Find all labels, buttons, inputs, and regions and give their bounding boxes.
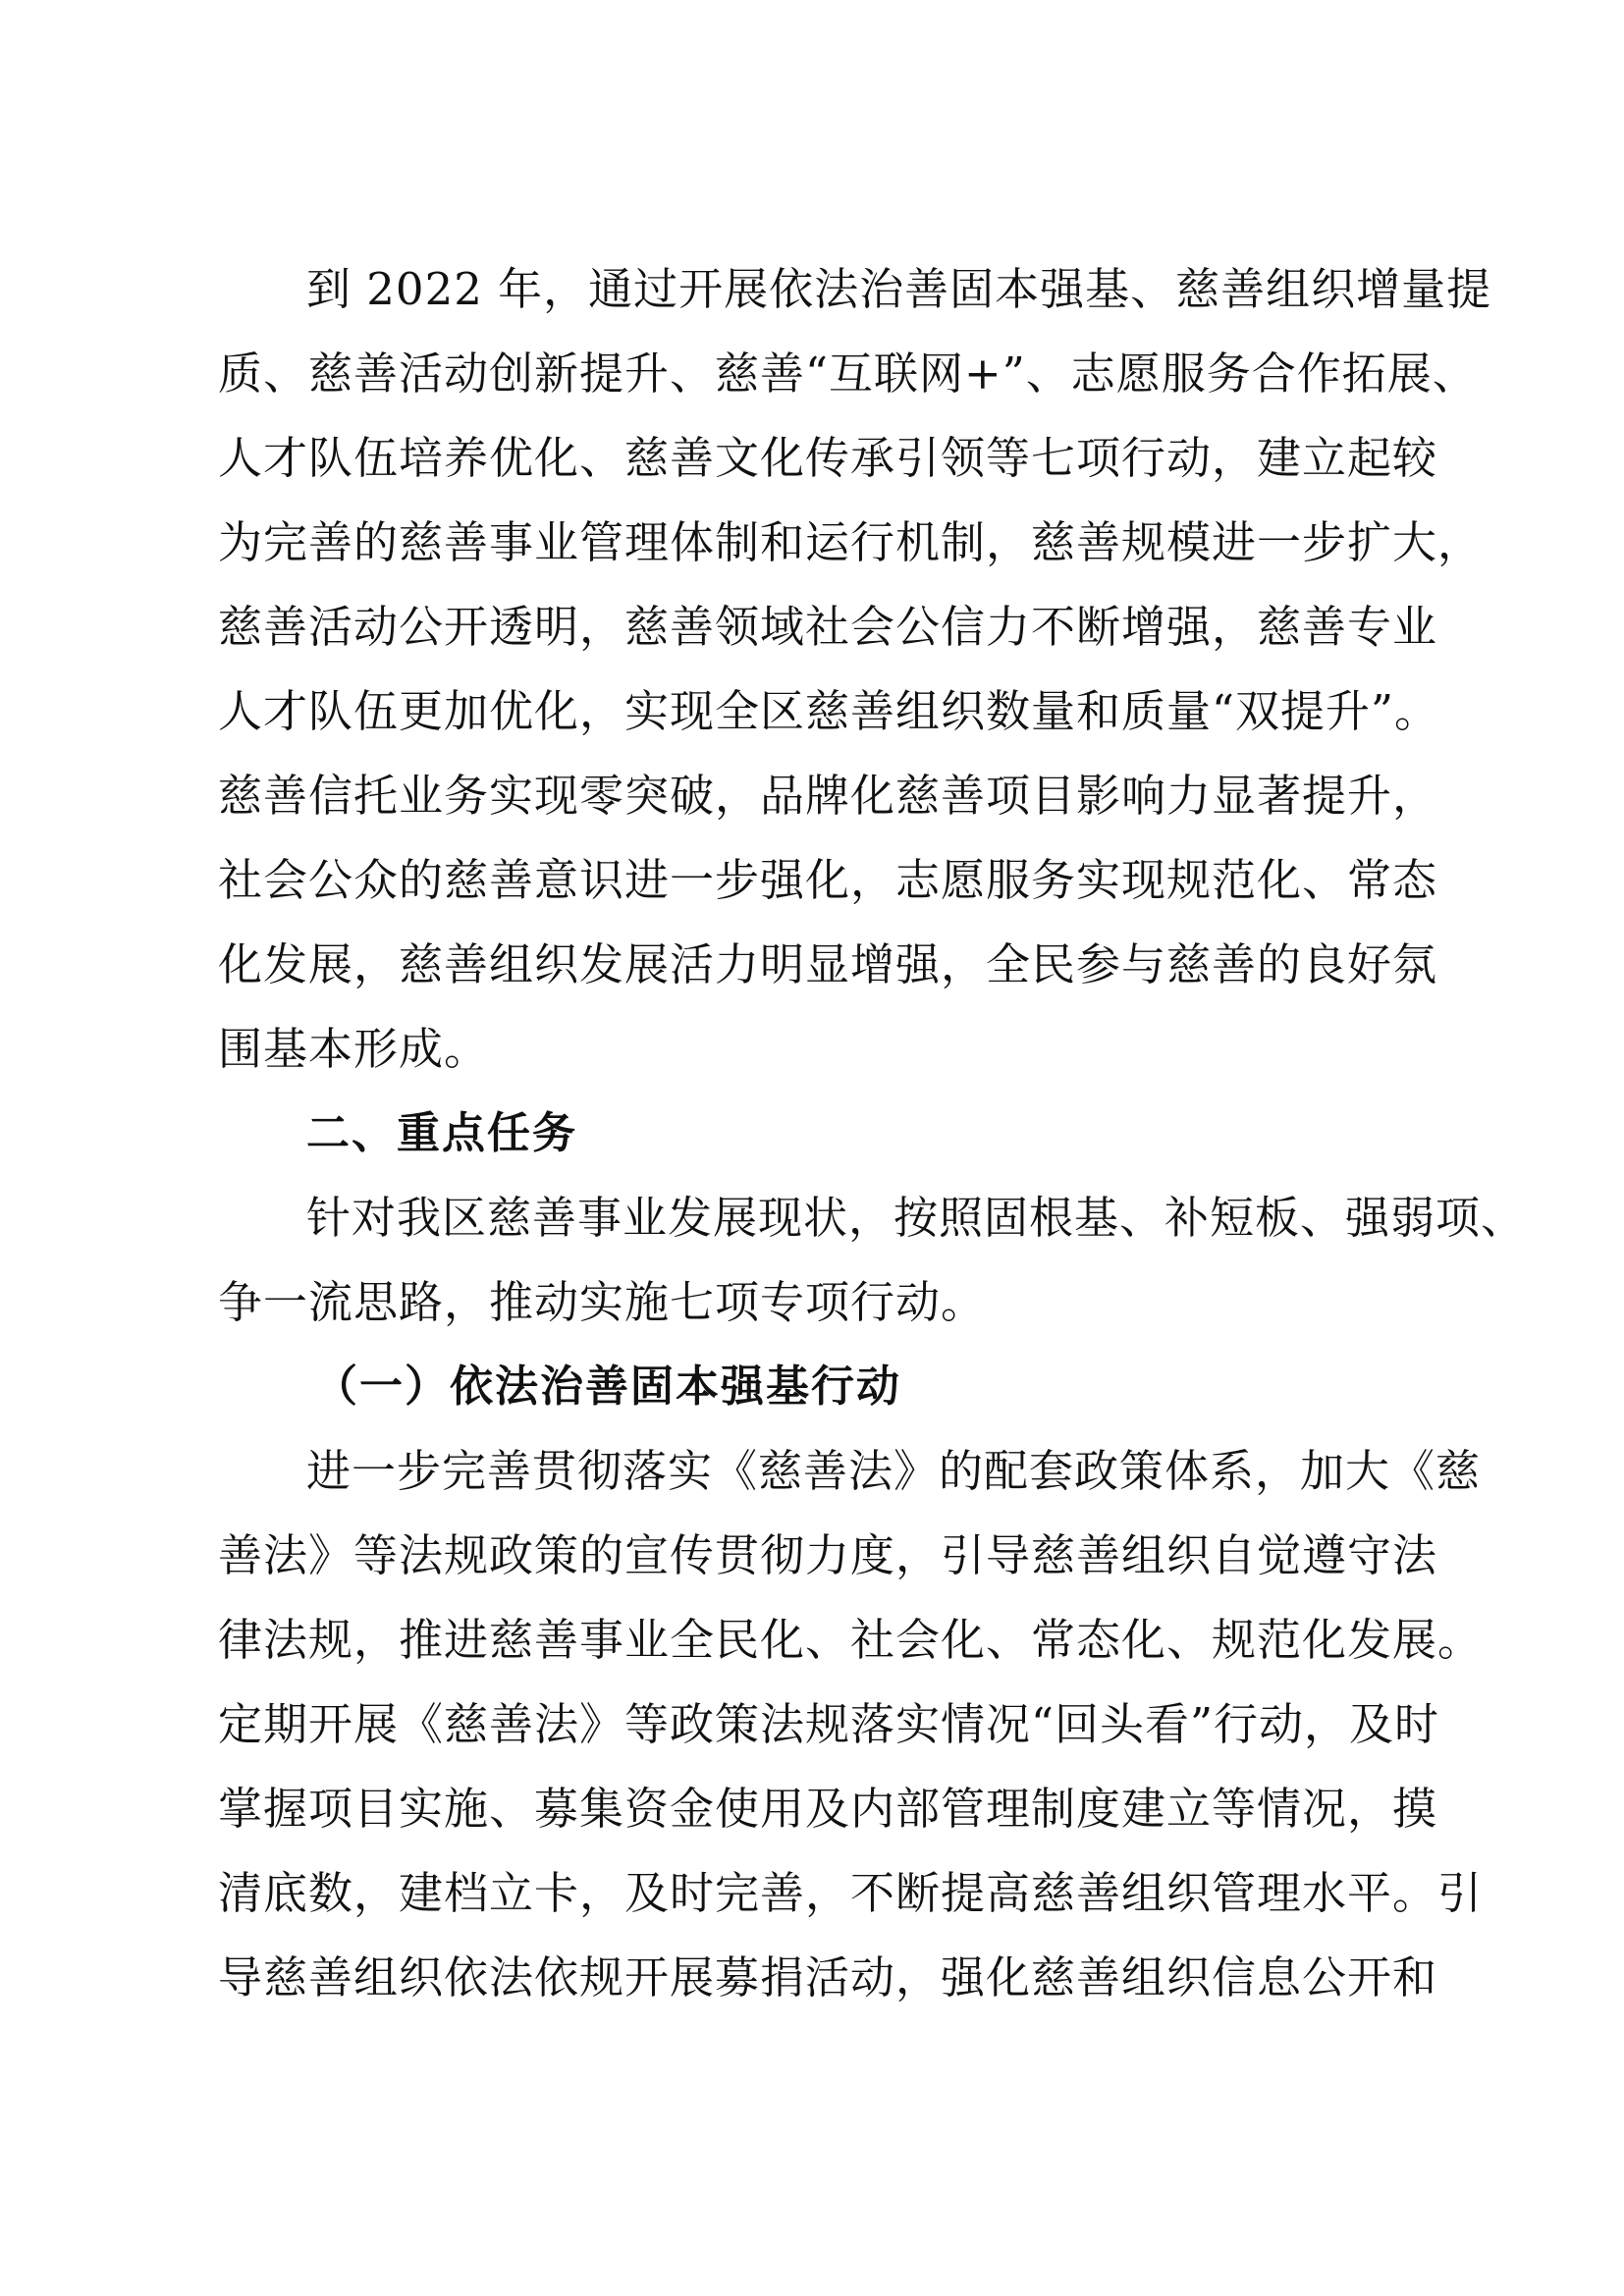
text-line: 清底数，建档立卡，及时完善，不断提高慈善组织管理水平。引 [218, 1867, 1484, 1919]
text-line: 人才队伍培养优化、慈善文化传承引领等七项行动，建立起较 [218, 432, 1438, 484]
text-line: 导慈善组织依法依规开展募捐活动，强化慈善组织信息公开和 [218, 1951, 1438, 2003]
text-line: 围基本形成。 [218, 1023, 490, 1075]
text-line: 定期开展《慈善法》等政策法规落实情况“回头看”行动，及时 [218, 1698, 1440, 1750]
document-body [218, 247, 1527, 2020]
text-line: 到 2022 年，通过开展依法治善固本强基、慈善组织增量提 [306, 263, 1492, 315]
text-line: 社会公众的慈善意识进一步强化，志愿服务实现规范化、常态 [218, 854, 1438, 906]
text-line: 进一步完善贯彻落实《慈善法》的配套政策体系，加大《慈 [306, 1445, 1482, 1497]
paragraph-rule-of-law-action [218, 1429, 1484, 2020]
text-line: 善法》等法规政策的宣传贯彻力度，引导慈善组织自觉遵守法 [218, 1529, 1438, 1581]
text-line: 律法规，推进慈善事业全民化、社会化、常态化、规范化发展。 [218, 1614, 1484, 1666]
text-line: 慈善活动公开透明，慈善领域社会公信力不断增强，慈善专业 [218, 601, 1438, 653]
text-line: 为完善的慈善事业管理体制和运行机制，慈善规模进一步扩大， [218, 516, 1484, 568]
paragraph-task-overview [218, 1176, 1527, 1345]
text-line: 掌握项目实施、募集资金使用及内部管理制度建立等情况，摸 [218, 1783, 1438, 1835]
paragraph-goals-2022 [218, 247, 1492, 1092]
subsection-heading-rule-of-law: （一）依法治善固本强基行动 [314, 1362, 901, 1412]
text-line: 人才队伍更加优化，实现全区慈善组织数量和质量“双提升”。 [218, 685, 1440, 737]
text-line: 化发展，慈善组织发展活力明显增强，全民参与慈善的良好氛 [218, 938, 1438, 990]
text-line: 针对我区慈善事业发展现状，按照固根基、补短板、强弱项、 [306, 1192, 1527, 1244]
text-line: 质、慈善活动创新提升、慈善“互联网+”、志愿服务合作拓展、 [218, 347, 1478, 400]
section-heading-key-tasks: 二、重点任务 [306, 1108, 577, 1158]
text-line: 慈善信托业务实现零突破，品牌化慈善项目影响力显著提升， [218, 770, 1438, 822]
text-line: 争一流思路，推动实施七项专项行动。 [218, 1276, 987, 1328]
